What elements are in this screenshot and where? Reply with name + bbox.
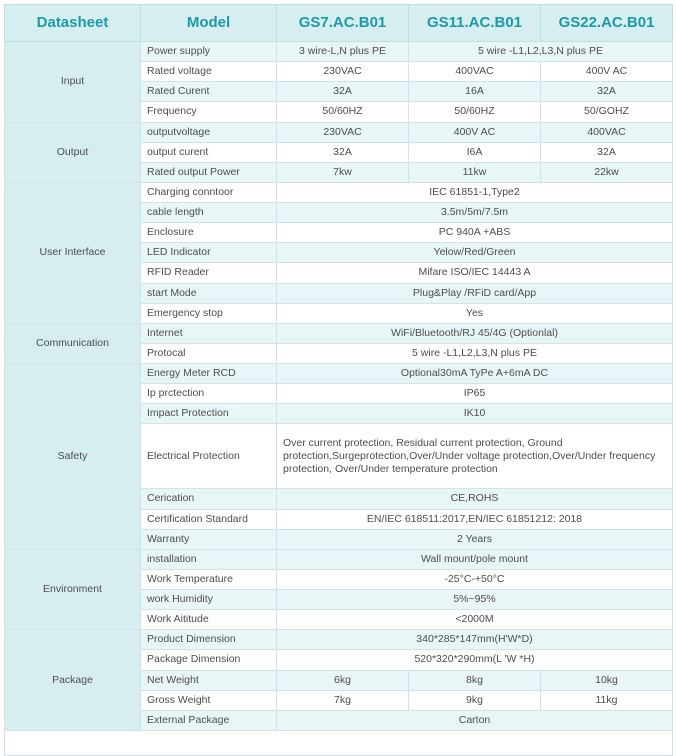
value-cell: Wall mount/pole mount (277, 549, 673, 569)
value-cell: -25°C-+50°C (277, 569, 673, 589)
value-cell: 16A (409, 82, 541, 102)
value-cell: Plug&Play /RFiD card/App (277, 283, 673, 303)
value-cell: 11kw (409, 162, 541, 182)
value-cell: 32A (541, 82, 673, 102)
parameter-label: Warranty (141, 529, 277, 549)
value-cell: 5%~95% (277, 590, 673, 610)
value-cell: 400VAC (541, 122, 673, 142)
value-cell: 50/60HZ (277, 102, 409, 122)
parameter-label: Rated output Power (141, 162, 277, 182)
header-cell-4: GS22.AC.B01 (541, 5, 673, 42)
value-cell: 32A (541, 142, 673, 162)
table-row (5, 323, 673, 343)
value-cell: 6kg (277, 670, 409, 690)
parameter-label: installation (141, 549, 277, 569)
value-cell: 32A (277, 82, 409, 102)
parameter-label: Electrical Protection (141, 424, 277, 489)
parameter-label: RFID Reader (141, 263, 277, 283)
value-cell: 7kg (277, 690, 409, 710)
value-cell: IP65 (277, 384, 673, 404)
parameter-label: Power supply (141, 42, 277, 62)
header-cell-1: Model (141, 5, 277, 42)
table-row (5, 122, 673, 142)
section-label-environment: Environment (5, 549, 141, 630)
value-cell: 2 Years (277, 529, 673, 549)
parameter-label: outputvoltage (141, 122, 277, 142)
value-cell: 400VAC (409, 62, 541, 82)
table-row (5, 364, 673, 384)
value-cell: Optional30mA TyPe A+6mA DC (277, 364, 673, 384)
section-label-package: Package (5, 630, 141, 731)
value-cell: 340*285*147mm(H'W*D) (277, 630, 673, 650)
value-cell: Mifare ISO/IEC 14443 A (277, 263, 673, 283)
parameter-label: Charging conntoor (141, 182, 277, 202)
value-cell: 11kg (541, 690, 673, 710)
value-cell: 9kg (409, 690, 541, 710)
value-cell: IEC 61851-1,Type2 (277, 182, 673, 202)
table-header-row (5, 5, 673, 42)
value-cell: I6A (409, 142, 541, 162)
header-cell-3: GS11.AC.B01 (409, 5, 541, 42)
parameter-label: Work Temperature (141, 569, 277, 589)
value-cell: 32A (277, 142, 409, 162)
parameter-label: External Package (141, 710, 277, 730)
value-cell: 520*320*290mm(L 'W *H) (277, 650, 673, 670)
value-cell: IK10 (277, 404, 673, 424)
value-cell: 400V AC (541, 62, 673, 82)
parameter-label: Emergency stop (141, 303, 277, 323)
spacer-cell (5, 730, 673, 755)
parameter-label: work Humidity (141, 590, 277, 610)
parameter-label: Enclosure (141, 223, 277, 243)
parameter-label: Work Aititude (141, 610, 277, 630)
header-cell-0: Datasheet (5, 5, 141, 42)
value-cell: 50/GOHZ (541, 102, 673, 122)
value-cell: Over current protection, Residual current protection, Ground protection,Surgeprotection,Over/Under voltage protection,Over/Under frequency protection, Over/Under temperature protection (277, 424, 673, 489)
parameter-label: Internet (141, 323, 277, 343)
table-row (5, 182, 673, 202)
value-cell: WiFi/Bluetooth/RJ 45/4G (Optionlal) (277, 323, 673, 343)
parameter-label: Energy Meter RCD (141, 364, 277, 384)
value-cell: 400V AC (409, 122, 541, 142)
value-cell: PC 940A +ABS (277, 223, 673, 243)
value-cell: 7kw (277, 162, 409, 182)
table-row (5, 549, 673, 569)
header-cell-2: GS7.AC.B01 (277, 5, 409, 42)
parameter-label: Frequency (141, 102, 277, 122)
value-cell: Yelow/Red/Green (277, 243, 673, 263)
parameter-label: cable length (141, 203, 277, 223)
table-footer-spacer (5, 730, 673, 755)
datasheet-table (4, 4, 673, 756)
parameter-label: Product Dimension (141, 630, 277, 650)
value-cell: CE,ROHS (277, 489, 673, 509)
value-cell: 5 wire -L1,L2,L3,N plus PE (277, 343, 673, 363)
value-cell: Yes (277, 303, 673, 323)
parameter-label: Impact Protection (141, 404, 277, 424)
parameter-label: Rated Curent (141, 82, 277, 102)
table-row (5, 630, 673, 650)
parameter-label: output curent (141, 142, 277, 162)
parameter-label: Gross Weight (141, 690, 277, 710)
section-label-output: Output (5, 122, 141, 182)
parameter-label: Certification Standard (141, 509, 277, 529)
section-label-communication: Communication (5, 323, 141, 363)
value-cell: 50/60HZ (409, 102, 541, 122)
value-cell: 230VAC (277, 62, 409, 82)
value-cell: 3 wire-L,N plus PE (277, 42, 409, 62)
value-cell: 8kg (409, 670, 541, 690)
parameter-label: Net Weight (141, 670, 277, 690)
parameter-label: LED Indicator (141, 243, 277, 263)
parameter-label: Ip prctection (141, 384, 277, 404)
parameter-label: start Mode (141, 283, 277, 303)
table-row (5, 42, 673, 62)
value-cell: 5 wire -L1,L2,L3,N plus PE (409, 42, 673, 62)
value-cell: <2000M (277, 610, 673, 630)
parameter-label: Protocal (141, 343, 277, 363)
value-cell: 3.5m/5m/7.5m (277, 203, 673, 223)
parameter-label: Cerication (141, 489, 277, 509)
section-label-user-interface: User Interface (5, 182, 141, 323)
parameter-label: Package Dimension (141, 650, 277, 670)
section-label-safety: Safety (5, 364, 141, 550)
value-cell: 10kg (541, 670, 673, 690)
section-label-input: Input (5, 42, 141, 123)
value-cell: Carton (277, 710, 673, 730)
value-cell: 230VAC (277, 122, 409, 142)
parameter-label: Rated voltage (141, 62, 277, 82)
value-cell: 22kw (541, 162, 673, 182)
value-cell: EN/IEC 618511:2017,EN/IEC 61851212: 2018 (277, 509, 673, 529)
